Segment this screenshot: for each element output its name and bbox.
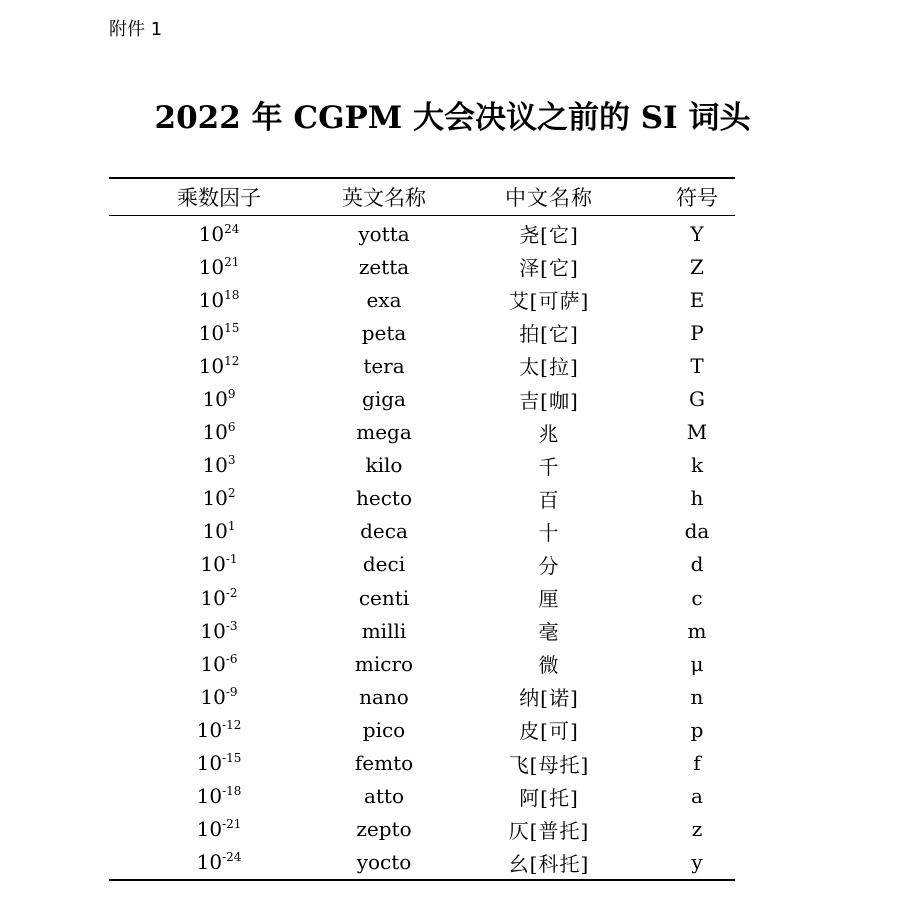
factor-cell xyxy=(109,817,329,841)
factor-cell xyxy=(109,255,329,279)
table-row xyxy=(109,283,735,316)
factor-base: 10 xyxy=(196,784,223,809)
symbol-cell: n xyxy=(690,684,704,709)
factor-base: 10 xyxy=(202,519,228,544)
factor-base: 10 xyxy=(200,552,226,577)
factor-cell xyxy=(109,619,329,643)
factor-exponent: -24 xyxy=(222,850,242,865)
chinese-name-cell: 吉[咖] xyxy=(519,388,579,413)
symbol-cell: Y xyxy=(690,221,704,246)
factor-base: 10 xyxy=(202,453,228,478)
factor-exponent: 6 xyxy=(227,420,236,435)
factor-exponent: -6 xyxy=(225,651,238,666)
factor-cell xyxy=(109,453,329,477)
chinese-name-cell: 厘 xyxy=(538,587,560,612)
column-header-factor: 乘数因子 xyxy=(177,186,261,210)
english-name-cell: mega xyxy=(356,420,412,445)
attachment-label: 附件 1 xyxy=(109,19,163,40)
symbol-cell: z xyxy=(691,817,703,842)
si-prefix-table xyxy=(109,177,735,881)
factor-base: 10 xyxy=(198,353,225,378)
table-row xyxy=(109,548,735,581)
english-name-cell: yotta xyxy=(358,221,410,246)
factor-cell xyxy=(109,552,329,576)
symbol-cell: E xyxy=(689,287,705,312)
english-name-cell: peta xyxy=(361,320,407,345)
factor-base: 10 xyxy=(202,387,228,412)
symbol-cell: Z xyxy=(690,254,704,279)
column-header-english-name: 英文名称 xyxy=(342,186,426,210)
factor-base: 10 xyxy=(202,420,228,445)
english-name-cell: atto xyxy=(363,784,405,809)
english-name-cell: micro xyxy=(354,651,414,676)
english-name-cell: tera xyxy=(363,353,405,378)
factor-exponent: -9 xyxy=(225,684,238,699)
factor-cell xyxy=(109,354,329,378)
chinese-name-cell: 千 xyxy=(538,454,560,479)
factor-cell xyxy=(109,288,329,312)
english-name-cell: kilo xyxy=(365,453,403,478)
symbol-cell: f xyxy=(693,751,701,776)
table-row xyxy=(109,614,735,647)
factor-exponent: 21 xyxy=(224,254,240,269)
factor-cell xyxy=(109,321,329,345)
factor-exponent: 3 xyxy=(227,453,236,468)
english-name-cell: milli xyxy=(361,618,407,643)
symbol-cell: P xyxy=(690,320,704,345)
factor-base: 10 xyxy=(202,486,228,511)
chinese-name-cell: 仄[普托] xyxy=(508,818,590,843)
table-header xyxy=(109,179,735,216)
english-name-cell: giga xyxy=(362,387,406,412)
factor-base: 10 xyxy=(200,684,226,709)
column-header-symbol: 符号 xyxy=(676,186,718,210)
chinese-name-cell: 拍[它] xyxy=(519,322,579,347)
factor-cell xyxy=(109,387,329,411)
chinese-name-cell: 微 xyxy=(538,653,560,678)
factor-base: 10 xyxy=(198,287,225,312)
factor-exponent: 15 xyxy=(224,320,240,335)
factor-base: 10 xyxy=(200,618,226,643)
factor-exponent: 1 xyxy=(227,519,236,534)
factor-cell xyxy=(109,850,329,874)
english-name-cell: yocto xyxy=(356,850,412,875)
factor-base: 10 xyxy=(196,717,223,742)
factor-base: 10 xyxy=(196,751,223,776)
factor-cell xyxy=(109,685,329,709)
factor-exponent: -18 xyxy=(222,784,242,799)
factor-base: 10 xyxy=(200,651,226,676)
factor-exponent: 9 xyxy=(227,387,236,402)
chinese-name-cell: 毫 xyxy=(538,620,560,645)
factor-exponent: -2 xyxy=(225,585,238,600)
symbol-cell: m xyxy=(687,618,707,643)
symbol-cell: M xyxy=(686,420,708,445)
table-row xyxy=(109,747,735,780)
table-row xyxy=(109,680,735,713)
table-row xyxy=(109,217,735,250)
factor-base: 10 xyxy=(198,221,225,246)
chinese-name-cell: 兆 xyxy=(538,421,560,446)
symbol-cell: h xyxy=(690,486,704,511)
factor-cell xyxy=(109,222,329,246)
symbol-cell: k xyxy=(690,453,704,478)
table-row xyxy=(109,482,735,515)
english-name-cell: zetta xyxy=(358,254,410,279)
table-row xyxy=(109,250,735,283)
english-name-cell: zepto xyxy=(356,817,412,842)
english-name-cell: exa xyxy=(366,287,402,312)
factor-base: 10 xyxy=(196,817,223,842)
factor-exponent: -15 xyxy=(222,751,242,766)
table-row xyxy=(109,316,735,349)
english-name-cell: deci xyxy=(362,552,406,577)
factor-cell xyxy=(109,718,329,742)
chinese-name-cell: 分 xyxy=(538,553,560,578)
factor-base: 10 xyxy=(198,320,225,345)
column-header-chinese-name: 中文名称 xyxy=(505,186,593,210)
factor-exponent: 2 xyxy=(227,486,236,501)
table-row xyxy=(109,647,735,680)
table-row xyxy=(109,813,735,846)
chinese-name-cell: 阿[托] xyxy=(519,785,579,810)
symbol-cell: T xyxy=(690,353,704,378)
chinese-name-cell: 艾[可萨] xyxy=(508,289,590,314)
english-name-cell: deca xyxy=(360,519,408,544)
factor-exponent: -1 xyxy=(225,552,238,567)
table-row xyxy=(109,581,735,614)
factor-cell xyxy=(109,486,329,510)
english-name-cell: femto xyxy=(354,751,414,776)
factor-base: 10 xyxy=(196,850,223,875)
chinese-name-cell: 泽[它] xyxy=(519,256,579,281)
symbol-cell: a xyxy=(691,784,703,809)
factor-exponent: 12 xyxy=(224,353,240,368)
chinese-name-cell: 尧[它] xyxy=(519,223,579,248)
english-name-cell: nano xyxy=(359,684,409,709)
table-body xyxy=(109,216,735,879)
symbol-cell: μ xyxy=(690,651,704,676)
symbol-cell: G xyxy=(689,387,705,412)
symbol-cell: p xyxy=(690,717,704,742)
table-row xyxy=(109,382,735,415)
factor-cell xyxy=(109,784,329,808)
factor-exponent: -21 xyxy=(222,817,242,832)
symbol-cell: d xyxy=(690,552,704,577)
chinese-name-cell: 幺[科托] xyxy=(508,851,590,876)
factor-exponent: -12 xyxy=(222,717,242,732)
chinese-name-cell: 太[拉] xyxy=(519,355,579,380)
factor-cell xyxy=(109,586,329,610)
symbol-cell: y xyxy=(691,850,703,875)
chinese-name-cell: 纳[诺] xyxy=(519,686,579,711)
chinese-name-cell: 飞[母托] xyxy=(508,752,590,777)
factor-cell xyxy=(109,420,329,444)
table-row xyxy=(109,780,735,813)
english-name-cell: centi xyxy=(358,585,410,610)
table-row xyxy=(109,349,735,382)
symbol-cell: c xyxy=(691,585,703,610)
symbol-cell: da xyxy=(684,519,710,544)
chinese-name-cell: 皮[可] xyxy=(519,719,579,744)
factor-cell xyxy=(109,652,329,676)
factor-base: 10 xyxy=(198,254,225,279)
table-row xyxy=(109,449,735,482)
english-name-cell: pico xyxy=(362,717,406,742)
chinese-name-cell: 十 xyxy=(538,520,560,545)
table-row xyxy=(109,416,735,449)
table-row xyxy=(109,515,735,548)
factor-cell xyxy=(109,751,329,775)
english-name-cell: hecto xyxy=(356,486,412,511)
chinese-name-cell: 百 xyxy=(538,487,560,512)
factor-cell xyxy=(109,519,329,543)
table-row xyxy=(109,713,735,746)
factor-exponent: 24 xyxy=(224,221,240,236)
document-title: 2022 年 CGPM 大会决议之前的 SI 词头 xyxy=(154,100,751,136)
factor-base: 10 xyxy=(200,585,226,610)
factor-exponent: 18 xyxy=(224,287,240,302)
factor-exponent: -3 xyxy=(225,618,238,633)
table-row xyxy=(109,846,735,879)
